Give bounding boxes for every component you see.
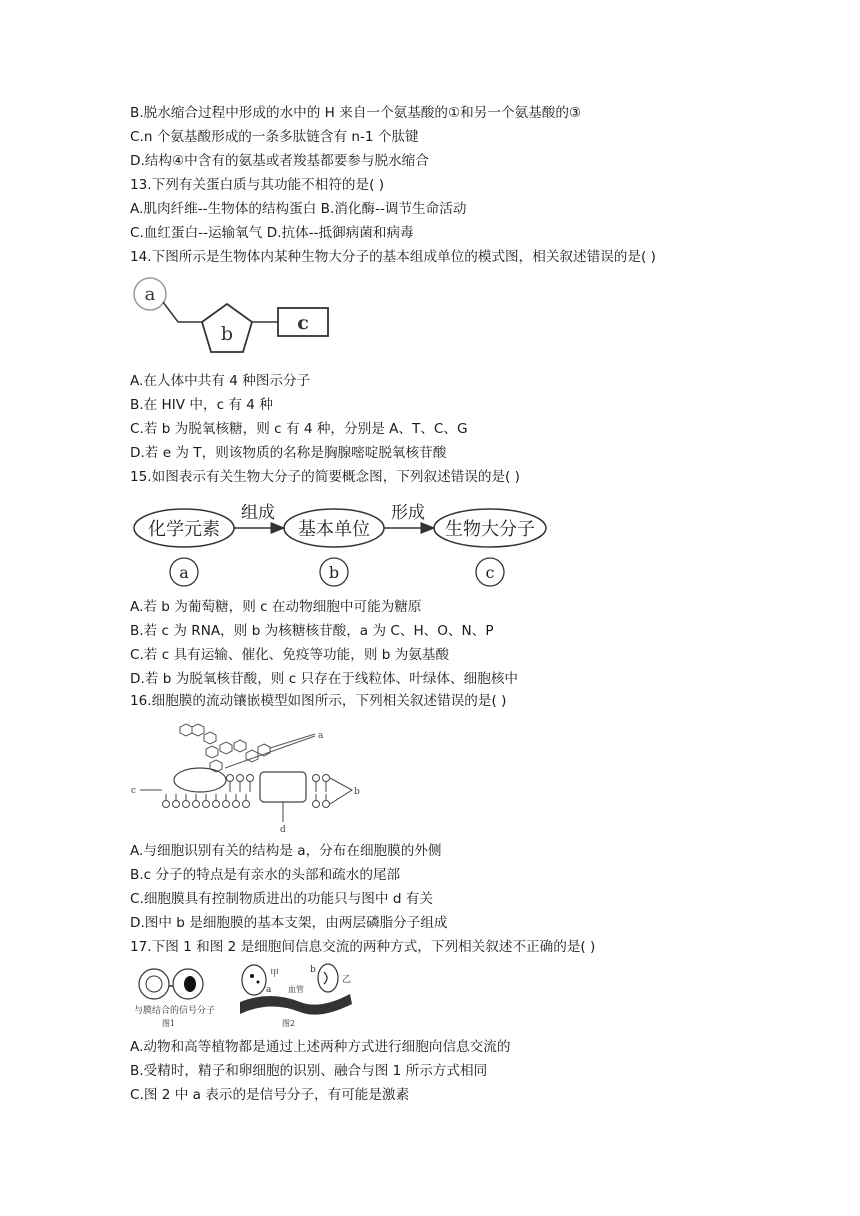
q12-option-d: D.结构④中含有的氨基或者羧基都要参与脱水缩合: [130, 153, 429, 169]
arrow-compose-label: 组成: [241, 503, 275, 523]
q16-option-c: C.细胞膜具有控制物质进出的功能只与图中 d 有关: [130, 891, 433, 907]
q15-option-b: B.若 c 为 RNA，则 b 为核糖核苷酸，a 为 C、H、O、N、P: [130, 623, 494, 639]
label-b: b: [354, 787, 360, 797]
circle-b-label: b: [328, 563, 340, 582]
figure-2: [240, 964, 352, 1028]
label-jia: 甲: [270, 969, 280, 979]
q15-option-a: A.若 b 为葡萄糖，则 c 在动物细胞中可能为糖原: [130, 599, 422, 615]
connector-a-b: [163, 302, 202, 322]
q14-option-b: B.在 HIV 中，c 有 4 种: [130, 397, 273, 413]
q13-options-ab: A.肌肉纤维--生物体的结构蛋白 B.消化酶--调节生命活动: [130, 201, 467, 217]
transmembrane-protein: [260, 772, 306, 802]
q17-option-a: A.动物和高等植物都是通过上述两种方式进行细胞向信息交流的: [130, 1039, 511, 1055]
q12-option-c: C.n 个氨基酸形成的一条多肽链含有 n-1 个肽键: [130, 129, 419, 145]
concept-diagram: [130, 494, 560, 594]
q16-stem: 16.细胞膜的流动镶嵌模型如图所示，下列相关叙述错误的是( ): [130, 693, 507, 709]
nucleotide-diagram: [130, 274, 340, 366]
q13-options-cd: C.血红蛋白--运输氧气 D.抗体--抵御病菌和病毒: [130, 225, 414, 241]
label-b: b: [220, 323, 234, 345]
q16-option-a: A.与细胞识别有关的结构是 a，分布在细胞膜的外侧: [130, 843, 442, 859]
fig1-label: 图1: [162, 1019, 176, 1028]
q14-option-c: C.若 b 为脱氧核糖，则 c 有 4 种，分别是 A、T、C、G: [130, 421, 468, 437]
q13-stem: 13.下列有关蛋白质与其功能不相符的是( ): [130, 177, 385, 193]
membrane-model-diagram: [130, 718, 370, 836]
q16-option-b: B.c 分子的特点是有亲水的头部和疏水的尾部: [130, 867, 401, 883]
circle-c-label: c: [485, 563, 495, 582]
q14-option-a: A.在人体中共有 4 种图示分子: [130, 373, 311, 389]
q14-option-d: D.若 e 为 T，则该物质的名称是胸腺嘧啶脱氧核苷酸: [130, 445, 447, 461]
fig2-label: 图2: [282, 1019, 296, 1028]
q15-stem: 15.如图表示有关生物大分子的简要概念图，下列叙述错误的是( ): [130, 469, 520, 485]
label-b: b: [310, 965, 316, 975]
membrane-protein: [174, 768, 226, 792]
q15-option-c: C.若 c 具有运输、催化、免疫等功能，则 b 为氨基酸: [130, 647, 450, 663]
label-d: d: [280, 825, 286, 835]
q12-option-b: B.脱水缩合过程中形成的水中的 H 来自一个氨基酸的①和另一个氨基酸的③: [130, 105, 582, 121]
glycoprotein-chain: [180, 724, 270, 772]
q17-option-c: C.图 2 中 a 表示的是信号分子，有可能是激素: [130, 1087, 410, 1103]
label-a: a: [318, 731, 324, 741]
q16-option-d: D.图中 b 是细胞膜的基本支架，由两层磷脂分子组成: [130, 915, 448, 931]
cell-communication-diagram: [130, 962, 360, 1032]
q17-stem: 17.下图 1 和图 2 是细胞间信息交流的两种方式，下列相关叙述不正确的是( ): [130, 939, 596, 955]
q15-option-d: D.若 b 为脱氧核苷酸，则 c 只存在于线粒体、叶绿体、细胞核中: [130, 671, 519, 687]
circle-a-label: a: [179, 563, 189, 582]
pointer-a-1: [270, 734, 315, 748]
label-vessel: 血管: [288, 985, 304, 994]
pointer-b: [330, 778, 352, 804]
node-macromolecule-label: 生物大分子: [445, 519, 535, 540]
node-elements-label: 化学元素: [148, 519, 220, 540]
q14-stem: 14.下图所示是生物体内某种生物大分子的基本组成单位的模式图，相关叙述错误的是( ): [130, 249, 656, 265]
fig1-caption: 与膜结合的信号分子: [134, 1006, 216, 1016]
label-c: c: [297, 312, 309, 334]
label-a: a: [144, 284, 156, 305]
node-unit-label: 基本单位: [298, 519, 370, 540]
label-a: a: [266, 985, 272, 995]
label-yi: 乙: [342, 975, 352, 985]
blood-vessel: [240, 994, 352, 1015]
arrow-form-label: 形成: [391, 503, 425, 523]
label-c: c: [131, 786, 137, 796]
figure-1: [134, 969, 215, 1028]
q17-option-b: B.受精时，精子和卵细胞的识别、融合与图 1 所示方式相同: [130, 1063, 488, 1079]
